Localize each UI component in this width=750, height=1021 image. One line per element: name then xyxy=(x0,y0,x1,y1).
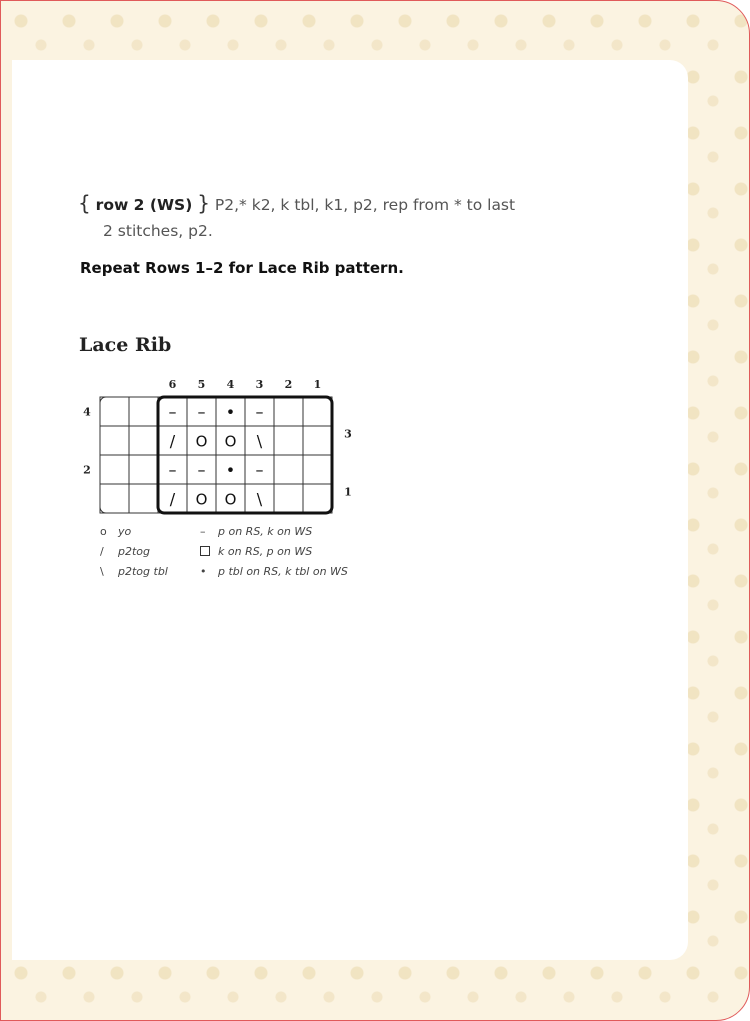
dashed-margin-line xyxy=(0,0,1,1021)
chart-symbol: – xyxy=(197,402,206,422)
row-label: row 2 (WS) xyxy=(95,196,193,214)
chart-cell xyxy=(274,397,303,426)
legend-label: p tbl on RS, k tbl on WS xyxy=(218,565,348,578)
row-text-line1: P2,* k2, k tbl, k1, p2, rep from * to last xyxy=(214,196,516,214)
legend-label: p2tog xyxy=(118,545,151,558)
chart-symbol: • xyxy=(225,402,236,422)
column-number: 3 xyxy=(255,378,264,391)
slash-icon: / xyxy=(100,545,104,558)
chart-symbol: O xyxy=(224,490,237,509)
chart-symbol: • xyxy=(225,460,236,480)
lace-rib-chart xyxy=(75,372,375,509)
chart-symbol: \ xyxy=(256,489,263,509)
row-number-left: 4 xyxy=(83,405,91,419)
chart-cell xyxy=(303,397,332,426)
box-icon xyxy=(200,542,218,562)
chart-symbol: \ xyxy=(256,431,263,451)
chart-cell xyxy=(274,426,303,455)
chart-cell xyxy=(274,455,303,484)
chart-cell xyxy=(129,455,158,484)
chart-cell xyxy=(303,455,332,484)
legend-item xyxy=(200,562,400,582)
row-number-right: 3 xyxy=(344,427,352,441)
chart-symbol: – xyxy=(168,402,177,422)
chart-symbol: O xyxy=(195,490,208,509)
legend-label: k on RS, p on WS xyxy=(218,545,313,558)
close-brace: } xyxy=(197,191,210,215)
chart-cell xyxy=(100,455,129,484)
dash-icon: – xyxy=(200,525,206,538)
legend-label: yo xyxy=(118,525,132,538)
chart-symbol: – xyxy=(197,460,206,480)
chart-cell xyxy=(129,397,158,426)
row-number-right: 1 xyxy=(344,485,352,499)
chart-symbol: / xyxy=(169,431,176,451)
legend-item xyxy=(200,522,400,542)
column-number: 4 xyxy=(226,378,235,391)
row-text-line2: 2 stitches, p2. xyxy=(103,222,213,240)
column-number: 1 xyxy=(313,378,322,391)
chart-symbol: O xyxy=(195,432,208,451)
open-brace: { xyxy=(78,191,91,215)
chart-cell xyxy=(100,397,129,426)
dot-icon: • xyxy=(200,565,207,578)
chart-symbol: / xyxy=(169,489,176,509)
legend-label: p2tog tbl xyxy=(118,565,168,578)
chart-symbol: O xyxy=(224,432,237,451)
backslash-icon: \ xyxy=(100,565,104,578)
chart-symbol: – xyxy=(255,402,264,422)
chart-symbol: – xyxy=(255,460,264,480)
column-number: 5 xyxy=(197,378,206,391)
chart-cell xyxy=(303,426,332,455)
column-number: 6 xyxy=(168,378,177,391)
legend-right-column xyxy=(200,522,400,582)
row-number-left: 2 xyxy=(83,463,91,477)
legend-label: p on RS, k on WS xyxy=(218,525,313,538)
column-number: 2 xyxy=(284,378,293,391)
chart-cell xyxy=(129,426,158,455)
chart-title: Lace Rib xyxy=(79,334,172,356)
repeat-note: Repeat Rows 1–2 for Lace Rib pattern. xyxy=(80,259,404,277)
legend-item xyxy=(200,542,400,562)
row-2-instruction xyxy=(78,190,518,244)
chart-cell xyxy=(100,426,129,455)
chart-symbol: – xyxy=(168,460,177,480)
yo-circle-icon: o xyxy=(100,525,107,538)
